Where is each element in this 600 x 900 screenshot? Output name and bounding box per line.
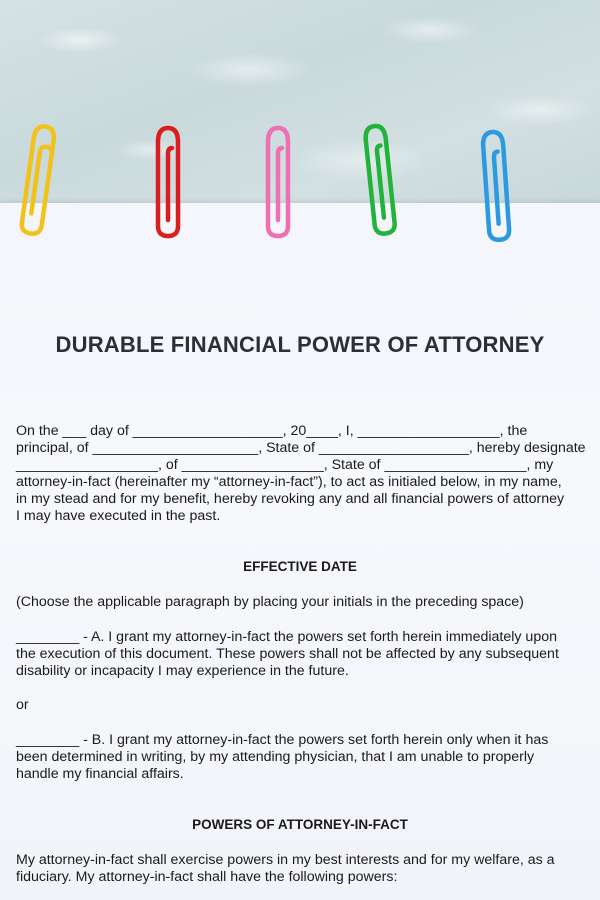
yellow-paper-clip (18, 122, 58, 238)
option-b-line: been determined in writing, by my attending physician, that I am unable to properly (16, 749, 535, 765)
choose-instruction: (Choose the applicable paragraph by placing your initials in the preceding space) (16, 594, 524, 610)
option-a-line: the execution of this document. These powers shall not be affected by any subsequent (16, 646, 559, 662)
intro-line: On the ___ day of ___________________, 20____, I, __________________, the (16, 423, 528, 439)
intro-line: attorney-in-fact (hereinafter my “attorney-in-fact”), to act as initialed below, in my name, (16, 474, 562, 490)
document-paper (0, 203, 600, 900)
pink-paper-clip (256, 124, 296, 240)
green-paper-clip (358, 122, 398, 238)
intro-paragraph (16, 423, 590, 525)
option-b-line: handle my financial affairs. (16, 766, 184, 782)
option-a-paragraph (16, 629, 590, 680)
option-b-paragraph (16, 732, 590, 783)
intro-line: principal, of _____________________, State of ___________________, hereby designate (16, 440, 586, 456)
option-a-line: ________ - A. I grant my attorney-in-fact the powers set forth herein immediately upon (16, 629, 557, 645)
red-paper-clip (146, 124, 186, 240)
intro-line: I may have executed in the past. (16, 508, 221, 524)
or-text: or (16, 697, 29, 713)
intro-line: __________________, of __________________, State of __________________, my (16, 457, 554, 473)
option-a-line: disability or incapacity I may experience in the future. (16, 663, 349, 679)
powers-paragraph (16, 852, 590, 886)
option-b-line: ________ - B. I grant my attorney-in-fact the powers set forth herein only when it has (16, 732, 549, 748)
effective-date-heading: EFFECTIVE DATE (243, 559, 357, 574)
powers-line: fiduciary. My attorney-in-fact shall have the following powers: (16, 869, 398, 885)
powers-line: My attorney-in-fact shall exercise powers in my best interests and for my welfare, as a (16, 852, 555, 868)
intro-line: in my stead and for my benefit, hereby revoking any and all financial powers of attorney (16, 491, 565, 507)
blue-paper-clip (474, 128, 514, 244)
document-title: DURABLE FINANCIAL POWER OF ATTORNEY (55, 332, 545, 357)
powers-heading: POWERS OF ATTORNEY-IN-FACT (192, 817, 408, 832)
